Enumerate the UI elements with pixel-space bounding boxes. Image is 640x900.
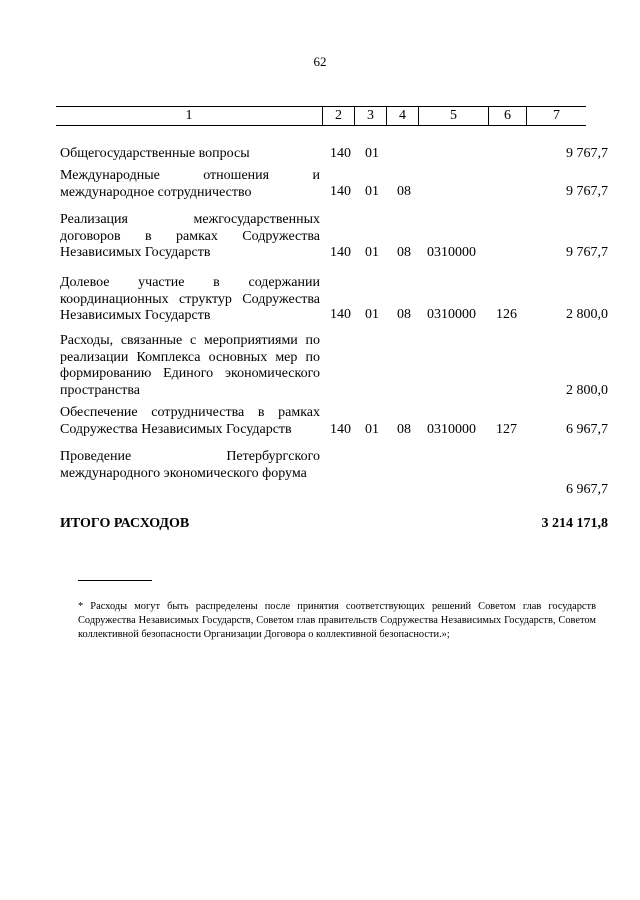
row-amount: 2 800,0 bbox=[566, 307, 608, 322]
footnote-rule bbox=[78, 580, 152, 581]
footnote: * Расходы могут быть распределены после принятия соответствующих решений Советом глав государств Содружества Независимых Государств, Советом глав правительств Содружества Независимых Государств, Советом коллективной безопасности Организации Договора о коллективной безопасности.»; bbox=[78, 601, 596, 640]
row-c3: 01 bbox=[365, 307, 379, 322]
row-amount: 2 800,0 bbox=[566, 383, 608, 398]
header-col-5: 5 bbox=[418, 107, 488, 125]
row-c2: 140 bbox=[330, 184, 351, 199]
row-c2: 140 bbox=[330, 422, 351, 437]
row-name: Проведение Петербургского международного экономического форума bbox=[60, 449, 320, 481]
row-c5: 0310000 bbox=[427, 245, 476, 260]
row-name: Обеспечение сотрудничества в рамках Содружества Независимых Государств bbox=[60, 405, 320, 437]
row-c3: 01 bbox=[365, 146, 379, 161]
header-col-7: 7 bbox=[526, 107, 586, 125]
header-col-2: 2 bbox=[322, 107, 354, 125]
row-name: Расходы, связанные с мероприятиями по реализации Комплекса основных мер по формированию Единого экономического пространства bbox=[60, 333, 320, 398]
row-c3: 01 bbox=[365, 422, 379, 437]
row-c5: 0310000 bbox=[427, 307, 476, 322]
header-col-4: 4 bbox=[386, 107, 418, 125]
total-amount: 3 214 171,8 bbox=[541, 516, 608, 531]
row-c3: 01 bbox=[365, 245, 379, 260]
row-name: Международные отношения и международное сотрудничество bbox=[60, 168, 320, 200]
row-c6: 127 bbox=[496, 422, 517, 437]
row-c4: 08 bbox=[397, 307, 411, 322]
row-amount: 9 767,7 bbox=[566, 146, 608, 161]
page-number: 62 bbox=[313, 54, 327, 69]
table-header bbox=[56, 106, 586, 126]
row-name: Общегосударственные вопросы bbox=[60, 146, 250, 161]
row-amount: 6 967,7 bbox=[566, 482, 608, 497]
row-amount: 9 767,7 bbox=[566, 245, 608, 260]
header-col-3: 3 bbox=[354, 107, 386, 125]
row-c4: 08 bbox=[397, 184, 411, 199]
row-c6: 126 bbox=[496, 307, 517, 322]
row-c4: 08 bbox=[397, 245, 411, 260]
row-name: Долевое участие в содержании координационных структур Содружества Независимых Государств bbox=[60, 275, 320, 323]
row-c4: 08 bbox=[397, 422, 411, 437]
row-c3: 01 bbox=[365, 184, 379, 199]
row-c5: 0310000 bbox=[427, 422, 476, 437]
row-c2: 140 bbox=[330, 245, 351, 260]
row-c2: 140 bbox=[330, 307, 351, 322]
header-col-1: 1 bbox=[185, 108, 193, 123]
row-name: Реализация межгосударственных договоров в рамках Содружества Независимых Государств bbox=[60, 212, 320, 260]
header-col-6: 6 bbox=[488, 107, 526, 125]
total-label: ИТОГО РАСХОДОВ bbox=[60, 516, 190, 531]
row-amount: 9 767,7 bbox=[566, 184, 608, 199]
row-amount: 6 967,7 bbox=[566, 422, 608, 437]
row-c2: 140 bbox=[330, 146, 351, 161]
